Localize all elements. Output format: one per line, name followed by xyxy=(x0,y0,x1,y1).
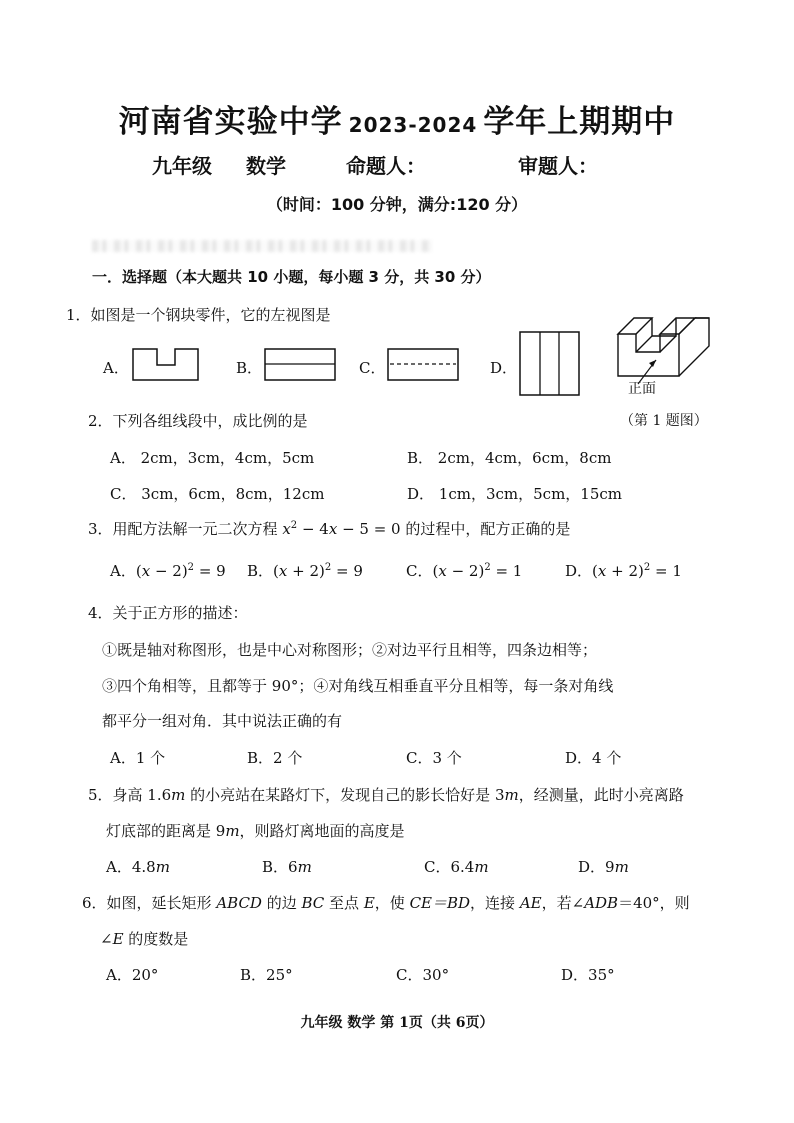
q5-unit: m xyxy=(297,858,312,876)
q6-e: E xyxy=(112,930,124,948)
q6-stem-f: ，若∠ xyxy=(541,894,585,912)
setter-label: 命题人： xyxy=(346,154,426,178)
q3-option-c: C．$(x - 2)^2 = 1$ xyxy=(406,562,523,580)
q6-stem-b: 的边 xyxy=(261,894,302,912)
q1-label-d: D． xyxy=(490,359,518,377)
q6-line2 xyxy=(100,928,188,949)
q3-option-a: A．$(x - 2)^2 = 9$ xyxy=(110,562,226,580)
q1-option-b-figure xyxy=(263,347,337,383)
q6-ae: AE xyxy=(519,894,542,912)
time-info: （时间：100 分钟，满分:120 分） xyxy=(266,195,528,214)
q1-stem: 1．如图是一个钢块零件，它的左视图是 xyxy=(66,306,331,324)
q3-label-a: A． xyxy=(110,562,136,580)
q3-stem xyxy=(88,518,570,539)
q5-unit: m xyxy=(225,822,240,840)
q5-option-c-value: C．6.4 xyxy=(424,858,475,876)
q1-steel-part-figure xyxy=(612,308,716,386)
q1-front-label: 正面 xyxy=(628,381,656,397)
q1-option-d-figure xyxy=(518,330,582,398)
q6-adb: ADB xyxy=(584,894,619,912)
q4-stem: 4．关于正方形的描述： xyxy=(88,604,248,622)
q3-label-c: C． xyxy=(406,562,433,580)
q3-stem-b: 的过程中，配方正确的是 xyxy=(400,520,571,538)
q5-line2-b: ，则路灯离地面的高度是 xyxy=(239,822,405,840)
title-term: 学年上期期中 xyxy=(483,104,676,140)
blurred-text xyxy=(92,240,432,252)
q6-stem xyxy=(82,892,690,913)
exam-title xyxy=(0,96,794,141)
q5-option-d-value: D．9 xyxy=(578,858,615,876)
q2-option-c: C． 3cm，6cm，8cm，12cm xyxy=(110,485,325,503)
q5-stem-c: ，经测量，此时小亮离路 xyxy=(518,786,684,804)
q5-line2-a: 灯底部的距离是 9 xyxy=(106,822,226,840)
q6-e: E xyxy=(363,894,375,912)
q4-option-b: B．2 个 xyxy=(247,749,303,767)
q4-line2: ③四个角相等，且都等于 90°；④对角线互相垂直平分且相等，每一条对角线 xyxy=(102,677,614,695)
q2-option-d: D． 1cm，3cm，5cm，15cm xyxy=(407,485,623,503)
q5-option-a-value: A．4.8 xyxy=(106,858,156,876)
q5-unit: m xyxy=(614,858,629,876)
q5-line2 xyxy=(106,820,405,841)
q2-stem: 2．下列各组线段中，成比例的是 xyxy=(88,412,308,430)
title-school: 河南省实验中学 xyxy=(118,104,343,140)
q3-label-d: D． xyxy=(565,562,593,580)
grade-label: 九年级 xyxy=(152,154,212,178)
q6-abcd: ABCD xyxy=(216,894,262,912)
q1-label-a: A． xyxy=(103,359,129,377)
q6-stem-d: ，使 xyxy=(374,894,410,912)
q6-stem-c: 至点 xyxy=(324,894,364,912)
reviewer-label: 审题人： xyxy=(518,154,598,178)
q6-option-a: A．20° xyxy=(106,966,159,984)
subject-label: 数学 xyxy=(246,154,286,178)
q6-stem-e: ，连接 xyxy=(470,894,520,912)
q5-option-c xyxy=(424,856,489,877)
q3-option-b: B．$(x + 2)^2 = 9$ xyxy=(247,562,363,580)
q5-stem xyxy=(88,784,684,805)
q4-line3: 都平分一组对角．其中说法正确的有 xyxy=(102,712,343,730)
q6-stem-a: 6．如图，延长矩形 xyxy=(82,894,217,912)
q5-unit: m xyxy=(504,786,519,804)
q6-option-b: B．25° xyxy=(240,966,293,984)
q6-bc: BC xyxy=(301,894,325,912)
q1-option-c-figure xyxy=(386,347,460,383)
q3-stem-a: 3．用配方法解一元二次方程 xyxy=(88,520,283,538)
q4-option-c: C．3 个 xyxy=(406,749,462,767)
q6-line2-b: 的度数是 xyxy=(123,930,189,948)
q5-stem-b: 的小亮站在某路灯下，发现自己的影长恰好是 3 xyxy=(185,786,505,804)
q1-label-b: B． xyxy=(236,359,263,377)
q3-label-b: B． xyxy=(247,562,274,580)
q6-option-c: C．30° xyxy=(396,966,450,984)
q4-line1: ①既是轴对称图形，也是中心对称图形；②对边平行且相等，四条边相等； xyxy=(102,641,598,659)
q5-option-d xyxy=(578,856,629,877)
q5-unit: m xyxy=(171,786,186,804)
q1-option-a-figure xyxy=(131,347,201,383)
page-footer: 九年级 数学 第 1页（共 6页） xyxy=(300,1015,494,1031)
q6-ce-bd: CE＝BD xyxy=(409,894,471,912)
q2-option-a: A． 2cm，3cm，4cm，5cm xyxy=(110,449,315,467)
q4-option-d: D．4 个 xyxy=(565,749,622,767)
q6-option-d: D．35° xyxy=(561,966,615,984)
q6-stem-g: ＝40°，则 xyxy=(618,894,690,912)
section-heading: 一．选择题（本大题共 10 小题，每小题 3 分，共 30 分） xyxy=(92,268,491,286)
q6-line2-a: ∠ xyxy=(100,930,113,948)
q5-unit: m xyxy=(155,858,170,876)
q1-label-c: C． xyxy=(359,359,386,377)
q4-option-a: A．1 个 xyxy=(110,749,166,767)
q5-stem-a: 5．身高 1.6 xyxy=(88,786,172,804)
q5-option-b-value: B．6 xyxy=(262,858,298,876)
q5-unit: m xyxy=(474,858,489,876)
q1-figure-caption: （第 1 题图） xyxy=(620,413,708,429)
q5-option-a xyxy=(106,856,170,877)
title-year: 2023-2024 xyxy=(348,113,478,137)
q3-equation: $x^2 - 4x - 5 = 0$ xyxy=(282,520,401,538)
q5-option-b xyxy=(262,856,312,877)
q2-option-b: B． 2cm，4cm，6cm，8cm xyxy=(407,449,612,467)
q3-option-d: D．$(x + 2)^2 = 1$ xyxy=(565,562,682,580)
